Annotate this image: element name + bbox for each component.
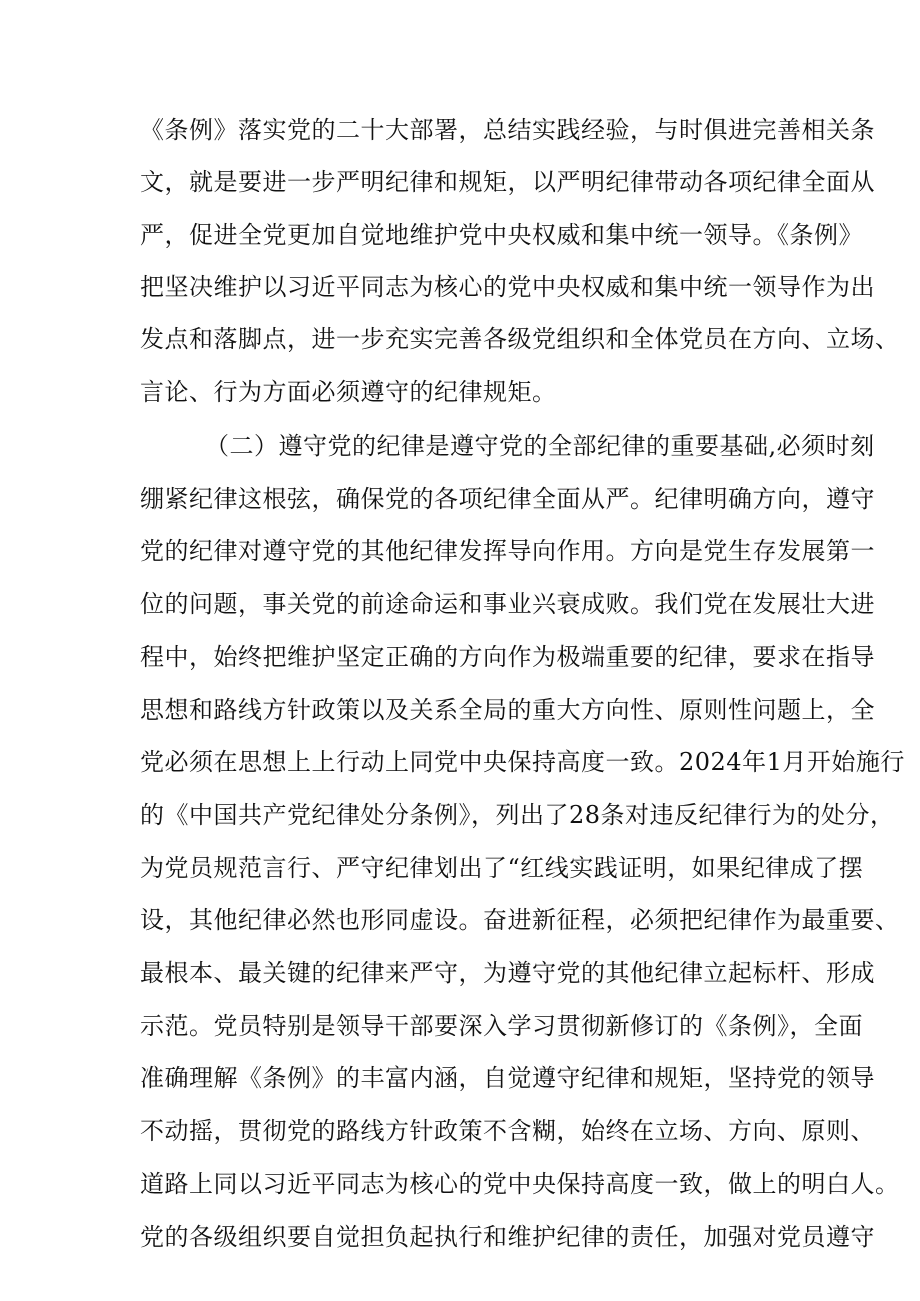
text-line: 把坚决维护以习近平同志为核心的党中央权威和集中统一领导作为出 [140, 273, 875, 301]
text-line: 位的问题，事关党的前途命运和事业兴衰成败。我们党在发展壮大进 [140, 590, 875, 618]
text-line: 党必须在思想上上行动上同党中央保持高度一致。2024年1月开始施行 [140, 748, 905, 776]
text-line: 严，促进全党更加自觉地维护党中央权威和集中统一领导。《条例》 [140, 221, 863, 249]
text-line: 文，就是要进一步严明纪律和规矩，以严明纪律带动各项纪律全面从 [140, 168, 875, 196]
text-line: 思想和路线方针政策以及关系全局的重大方向性、原则性问题上，全 [140, 696, 875, 724]
text-line: 最根本、最关键的纪律来严守，为遵守党的其他纪律立起标杆、形成 [140, 959, 875, 987]
text-line: 发点和落脚点，进一步充实完善各级党组织和全体党员在方向、立场、 [140, 325, 900, 353]
text-line: 设，其他纪律必然也形同虚设。奋进新征程，必须把纪律作为最重要、 [140, 906, 900, 934]
text-line: 不动摇，贯彻党的路线方针政策不含糊，始终在立场、方向、原则、 [140, 1117, 875, 1145]
text-line: 党的各级组织要自觉担负起执行和维护纪律的责任，加强对党员遵守 [140, 1223, 875, 1251]
text-line: 为党员规范言行、严守纪律划出了“红线实践证明，如果纪律成了摆 [140, 854, 864, 882]
text-line: 言论、行为方面必须遵守的纪律规矩。 [140, 378, 557, 406]
text-line: 示范。党员特别是领导干部要深入学习贯彻新修订的《条例》，全面 [140, 1012, 863, 1040]
text-line: 党的纪律对遵守党的其他纪律发挥导向作用。方向是党生存发展第一 [140, 537, 875, 565]
text-line: 准确理解《条例》的丰富内涵，自觉遵守纪律和规矩，坚持党的领导 [140, 1064, 875, 1092]
text-line: 《条例》落实党的二十大部署，总结实践经验，与时俱进完善相关条 [140, 116, 875, 144]
text-line: 绷紧纪律这根弦，确保党的各项纪律全面从严。纪律明确方向，遵守 [140, 485, 875, 513]
text-line: 道路上同以习近平同志为核心的党中央保持高度一致，做上的明白人。 [140, 1170, 900, 1198]
text-line: 的《中国共产党纪律处分条例》，列出了28条对违反纪律行为的处分， [140, 801, 895, 829]
text-line: 程中，始终把维护坚定正确的方向作为极端重要的纪律，要求在指导 [140, 643, 875, 671]
text-line: （二）遵守党的纪律是遵守党的全部纪律的重要基础,必须时刻 [205, 432, 875, 460]
